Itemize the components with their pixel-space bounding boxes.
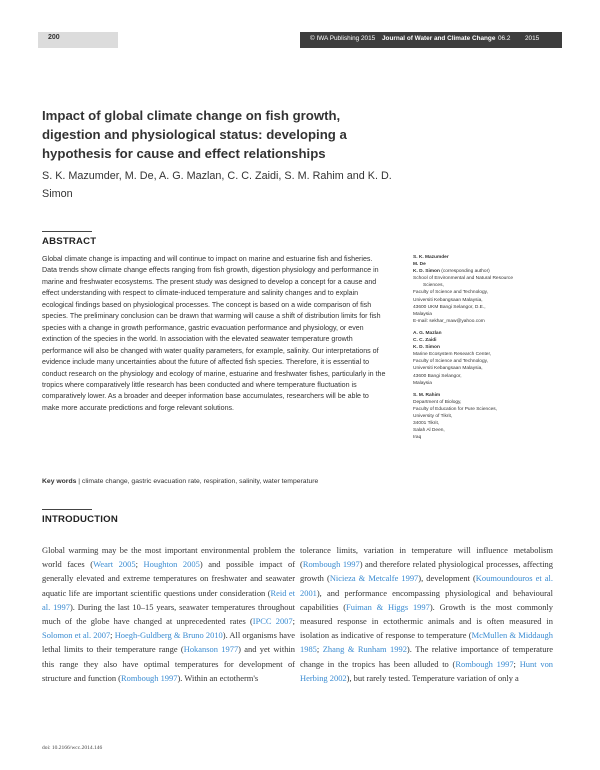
abstract-heading: ABSTRACT bbox=[42, 236, 97, 247]
affiliation-line: School of Environmental and Natural Resource bbox=[413, 276, 513, 282]
body-text-segment: tolerance limits, variation in temperature will influence metabolism ( bbox=[300, 545, 553, 570]
affiliation-author: S. M. Rahim bbox=[413, 392, 441, 398]
doi: doi: 10.2166/wcc.2014.146 bbox=[42, 745, 103, 751]
body-text-segment: ), development ( bbox=[418, 573, 476, 584]
affiliations-sidebar bbox=[413, 254, 563, 446]
body-text-segment: ), but rarely tested. Temperature variation of only a bbox=[346, 672, 519, 683]
body-text-segment: Global warming may be the most important environmental problem the world faces ( bbox=[42, 545, 295, 570]
affiliation-line: Faculty of Science and Technology, bbox=[413, 359, 489, 365]
keywords-line bbox=[42, 478, 388, 485]
affiliation-line: Iraq bbox=[413, 435, 422, 441]
affiliation-author-line bbox=[413, 268, 563, 275]
page-number: 200 bbox=[48, 34, 60, 41]
introduction-heading: INTRODUCTION bbox=[42, 514, 118, 525]
affiliation-line: Malaysia bbox=[413, 311, 432, 317]
body-text-segment: ), and performance encompassing physiological and behavioural capabilities ( bbox=[300, 587, 553, 612]
affiliation-line: University of Tikrit, bbox=[413, 413, 453, 419]
citation-link[interactable]: Hokanson 1977 bbox=[183, 644, 239, 655]
corresponding-author-note: (corresponding author) bbox=[439, 269, 490, 275]
affiliation-line: E-mail: sekhar_maw@yahoo.com bbox=[413, 318, 485, 324]
journal-header-bar bbox=[300, 32, 562, 48]
header-page-number-box bbox=[38, 32, 118, 48]
citation-link[interactable]: Solomon et al. 2007 bbox=[42, 630, 111, 641]
article-title: Impact of global climate change on fish growth, digestion and physiological status: developing a hypothesis for cause and effect relationships bbox=[42, 108, 347, 161]
affiliation-line: 34001 Tikrit, bbox=[413, 421, 440, 427]
body-text-segment: ). Within an ectotherm's bbox=[177, 672, 259, 683]
affiliation-line: Faculty of Science and Technology, bbox=[413, 290, 489, 296]
publication-year: 2015 bbox=[525, 35, 540, 42]
body-text-segment: ; bbox=[110, 630, 115, 641]
journal-name: Journal of Water and Climate Change bbox=[382, 35, 496, 42]
publisher-text: © IWA Publishing 2015 bbox=[310, 35, 376, 42]
affiliation-line: Department of Biology, bbox=[413, 399, 462, 405]
keywords-label: Key words bbox=[42, 478, 77, 485]
body-text-segment: ). The relative importance of temperature change in the tropics has been alluded to ( bbox=[300, 644, 553, 669]
citation-link[interactable]: Koumoundouros et al. 2001 bbox=[300, 573, 553, 598]
body-text-segment: ; bbox=[513, 658, 520, 669]
affiliation-author: K. D. Simon bbox=[413, 269, 440, 275]
introduction-rule bbox=[42, 509, 92, 510]
affiliation-author: S. K. Mazumder bbox=[413, 255, 449, 260]
citation-link[interactable]: Rombough 1997 bbox=[455, 658, 514, 669]
body-text-segment: ) and therefore related physiological processes, affecting growth ( bbox=[300, 559, 553, 584]
affiliation-line: Marine Ecosystem Research Center, bbox=[413, 352, 492, 358]
citation-link[interactable]: Weart 2005 bbox=[93, 559, 136, 570]
affiliation-author: C. C. Zaidi bbox=[413, 338, 437, 344]
affiliation-author: M. De bbox=[413, 262, 426, 268]
affiliation-line: Faculty of Education for Pure Sciences, bbox=[413, 406, 497, 412]
citation-link[interactable]: Hunt von Herbing 2002 bbox=[300, 658, 554, 683]
body-column-left bbox=[42, 543, 295, 685]
body-text-segment: ; bbox=[316, 644, 323, 655]
issue-number: 06.2 bbox=[498, 35, 511, 42]
body-text-segment: ). All organisms have lethal limits to their temperature range ( bbox=[42, 630, 295, 655]
body-column-right bbox=[300, 543, 553, 685]
affiliation-block bbox=[413, 392, 563, 442]
author-list: S. K. Mazumder, M. De, A. G. Mazlan, C. C. Zaidi, S. M. Rahim and K. D. Simon bbox=[42, 170, 392, 200]
citation-link[interactable]: IPCC 2007 bbox=[252, 616, 293, 627]
citation-link[interactable]: Fuiman & Higgs 1997 bbox=[346, 601, 430, 612]
citation-link[interactable]: Zhang & Runham 1992 bbox=[322, 644, 407, 655]
body-text-segment: ; bbox=[292, 616, 295, 627]
abstract-rule bbox=[42, 231, 92, 232]
affiliation-line: Malaysia bbox=[413, 380, 432, 386]
body-text-segment: ). During the last 10–15 years, seawater temperatures throughout much of the globe have changed at unprecedented rates ( bbox=[42, 601, 296, 627]
body-text-segment: ). Growth is the most commonly measured response in ectothermic animals and is often measured in isolation as indicative of response to temperature ( bbox=[300, 601, 553, 641]
affiliation-line: Salah Al Deen, bbox=[413, 428, 445, 434]
affiliation-line: Sciences, bbox=[423, 283, 444, 289]
body-text-segment: ; bbox=[135, 559, 144, 570]
body-text-segment: ) and yet within this range they also have optimal temperatures for development of structure and function ( bbox=[42, 644, 295, 683]
citation-link[interactable]: Reid et al. 1997 bbox=[42, 587, 295, 612]
affiliation-line: 43600 Bangi Selangor, bbox=[413, 373, 462, 379]
affiliation-line: Universiti Kebangsaan Malaysia, bbox=[413, 297, 483, 303]
body-text-segment: ) and possible impact of generally elevated and extreme temperatures on freshwater and seawater aquatic life are important scientific questions under consideration ( bbox=[42, 559, 295, 598]
affiliation-block bbox=[413, 330, 563, 387]
citation-link[interactable]: McMullen & Middaugh 1985 bbox=[300, 630, 553, 655]
affiliation-block bbox=[413, 254, 563, 325]
citation-link[interactable]: Nicieza & Metcalfe 1997 bbox=[329, 573, 419, 584]
affiliation-line: 43600 UKM Bangi Selangor, D.E., bbox=[413, 304, 486, 310]
affiliation-author: K. D. Simon bbox=[413, 345, 440, 351]
citation-link[interactable]: Rombough 1997 bbox=[120, 672, 178, 683]
affiliation-author: A. G. Mazlan bbox=[413, 330, 442, 336]
citation-link[interactable]: Hoegh-Guldberg & Bruno 2010 bbox=[114, 630, 223, 641]
affiliation-line: Universiti Kebangsaan Malaysia, bbox=[413, 366, 483, 372]
keywords-list: | climate change, gastric evacuation rate, respiration, salinity, water temperature bbox=[78, 478, 319, 485]
abstract-text: Global climate change is impacting and will continue to impact on marine and estuarine fish and fisheries. Data trends show climate change effects ranging from fish growth, digestion physiology and performance in marine and freshwater ecosystems. The present study was designed to develop a concept for a cause and effect understanding with respect to climate-induced temperature and salinity changes and to explain ecological findings based on physiological processes. The concept is based on a wide comparison of fish species. The preliminary conclusion can be drawn that warming will cause a shift of distribution limits for fish species with a change in growth performance, gastric evacuation performance and physiology, or even extinction of the species in the world. In association with the elevated seawater temperature growth performance will also be changed with water quality parameters, for example, salinity. Our interpretations of evidence include many uncertainties about the future of affected fish species. Therefore, it is essential to conduct research on the physiology and ecology of marine, estuarine and freshwater fishes, particularly in the tropics where comparatively little research has been conducted and where temperature fluctuation is comparatively lower. As a broader and deeper information base accumulates, researchers will be able to make more accurate predictions and forge relevant solutions. bbox=[42, 255, 386, 412]
citation-link[interactable]: Houghton 2005 bbox=[143, 559, 200, 570]
citation-link[interactable]: Rombough 1997 bbox=[302, 559, 360, 570]
